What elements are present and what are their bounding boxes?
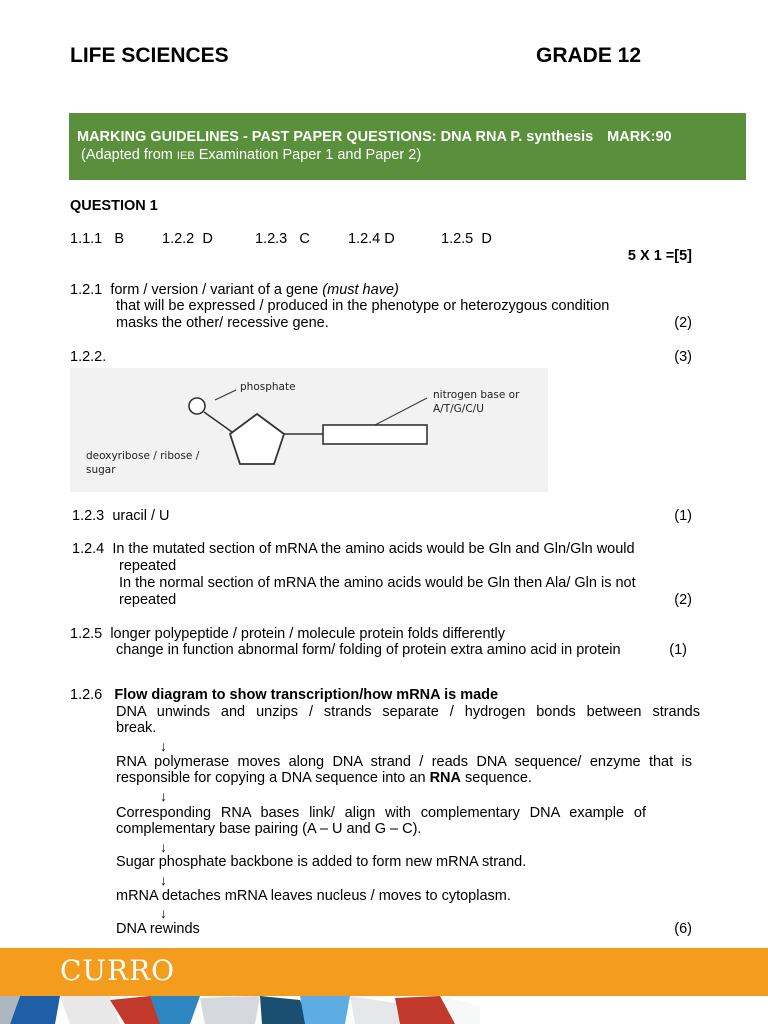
question-heading: QUESTION 1 [70, 198, 158, 214]
mcq-total: 5 X 1 =[5] [627, 248, 692, 264]
mcq-item [70, 231, 124, 248]
mcq-num: 1.2.2 [162, 231, 195, 247]
answer-1-2-1-line1 [70, 282, 399, 299]
answer-1-2-5-line2: change in function abnormal form/ folding of protein extra amino acid in protein [116, 642, 621, 658]
mcq-num: 1.2.3 [255, 231, 288, 247]
flow-arrow-icon: ↓ [160, 788, 167, 804]
mcq-item [348, 231, 395, 248]
flow-step-2b [116, 770, 532, 787]
question-number-1-2-2: 1.2.2. [70, 349, 107, 365]
subject-title: LIFE SCIENCES [70, 44, 229, 67]
label-phosphate: phosphate [240, 381, 296, 393]
curro-footer [0, 948, 768, 1024]
answer-emphasis: (must have) [322, 282, 399, 298]
answer-1-2-5-line1 [70, 626, 505, 643]
flow-step-2b-bold: RNA [429, 770, 461, 786]
nucleotide-diagram [70, 368, 548, 492]
mcq-item [162, 231, 213, 248]
mcq-item [441, 231, 492, 248]
mark-1-2-2: (3) [674, 349, 692, 365]
footer-shape [300, 996, 350, 1024]
answer-text: longer polypeptide / protein / molecule protein folds differently [110, 626, 506, 642]
mark-1-2-5: (1) [669, 642, 687, 658]
flow-step-6: DNA rewinds [116, 921, 200, 937]
mark-1-2-4: (2) [674, 592, 692, 608]
nucleotide-svg [70, 368, 548, 492]
banner-mark: MARK:90 [607, 129, 672, 145]
mcq-answer: D [481, 231, 492, 247]
mcq-item [255, 231, 310, 248]
label-base-1: nitrogen base or [433, 389, 520, 401]
flow-arrow-icon: ↓ [160, 905, 167, 921]
mcq-num: 1.1.1 [70, 231, 103, 247]
question-number: 1.2.1 [70, 282, 103, 298]
sugar-pentagon [230, 414, 284, 464]
banner-sub-suffix: Examination Paper 1 and Paper 2) [198, 147, 422, 163]
mcq-answer: D [384, 231, 395, 247]
phosphate-pointer [215, 390, 236, 400]
mcq-answer: B [114, 231, 125, 247]
base-pointer [375, 398, 427, 425]
label-sugar-2: sugar [86, 464, 116, 476]
banner-sub-prefix: (Adapted from [81, 147, 173, 163]
curro-logo: CURRO [60, 954, 176, 987]
question-number: 1.2.4 [72, 541, 105, 557]
question-number: 1.2.3 [72, 508, 105, 524]
answer-1-2-4-line3: In the normal section of mRNA the amino acids would be Gln then Ala/ Gln is not [119, 575, 636, 591]
flow-arrow-icon: ↓ [160, 839, 167, 855]
flow-step-1a: DNA unwinds and unzips / strands separate / hydrogen bonds between strands [116, 704, 700, 720]
grade-title: GRADE 12 [536, 44, 642, 67]
banner-title: MARKING GUIDELINES - PAST PAPER QUESTIONS: DNA RNA P. synthesis [77, 129, 594, 145]
banner-title-line [77, 129, 672, 145]
flow-step-3a: Corresponding RNA bases link/ align with complementary DNA example of [116, 805, 646, 821]
answer-1-2-6-title [70, 687, 498, 704]
flow-step-1b: break. [116, 720, 157, 736]
footer-shape [480, 996, 768, 1024]
answer-text: In the mutated section of mRNA the amino acids would be Gln and Gln/Gln would [112, 541, 635, 557]
banner-subtitle [81, 147, 421, 163]
flow-arrow-icon: ↓ [160, 872, 167, 888]
question-number: 1.2.6 [70, 687, 103, 703]
answer-1-2-4-line1 [72, 541, 635, 558]
mcq-answer: C [299, 231, 310, 247]
flow-step-4: Sugar phosphate backbone is added to form new mRNA strand. [116, 854, 527, 870]
label-sugar-1: deoxyribose / ribose / [86, 450, 200, 462]
flow-step-2a: RNA polymerase moves along DNA strand / reads DNA sequence/ enzyme that is [116, 754, 692, 770]
mark-1-2-6: (6) [674, 921, 692, 937]
mcq-num: 1.2.4 [348, 231, 381, 247]
base-rectangle [323, 425, 427, 444]
answer-1-2-3 [72, 508, 170, 525]
mcq-num: 1.2.5 [441, 231, 474, 247]
mcq-answer: D [202, 231, 213, 247]
marking-banner [69, 113, 746, 180]
flow-title: Flow diagram to show transcription/how mRNA is made [114, 687, 499, 703]
answer-text: form / version / variant of a gene [110, 282, 319, 298]
answer-1-2-4-line4: repeated [119, 592, 177, 608]
flow-step-2b-text: responsible for copying a DNA sequence into an [116, 770, 426, 786]
answer-1-2-1-line3: masks the other/ recessive gene. [116, 315, 329, 331]
mark-1-2-1: (2) [674, 315, 692, 331]
phosphate-bond [204, 412, 232, 432]
footer-shape [200, 996, 260, 1024]
question-number: 1.2.5 [70, 626, 103, 642]
flow-step-5: mRNA detaches mRNA leaves nucleus / moves to cytoplasm. [116, 888, 511, 904]
phosphate-circle [189, 398, 205, 414]
flow-step-2b-end: sequence. [465, 770, 532, 786]
flow-arrow-icon: ↓ [160, 738, 167, 754]
answer-text: uracil / U [112, 508, 170, 524]
answer-1-2-4-line2: repeated [119, 558, 177, 574]
mark-1-2-3: (1) [674, 508, 692, 524]
label-base-2: A/T/G/C/U [433, 403, 484, 415]
flow-step-3b: complementary base pairing (A – U and G – C). [116, 821, 422, 837]
footer-shape [350, 996, 400, 1024]
answer-1-2-1-line2: that will be expressed / produced in the phenotype or heterozygous condition [116, 298, 610, 314]
banner-sub-ieb: IEB [176, 150, 195, 162]
